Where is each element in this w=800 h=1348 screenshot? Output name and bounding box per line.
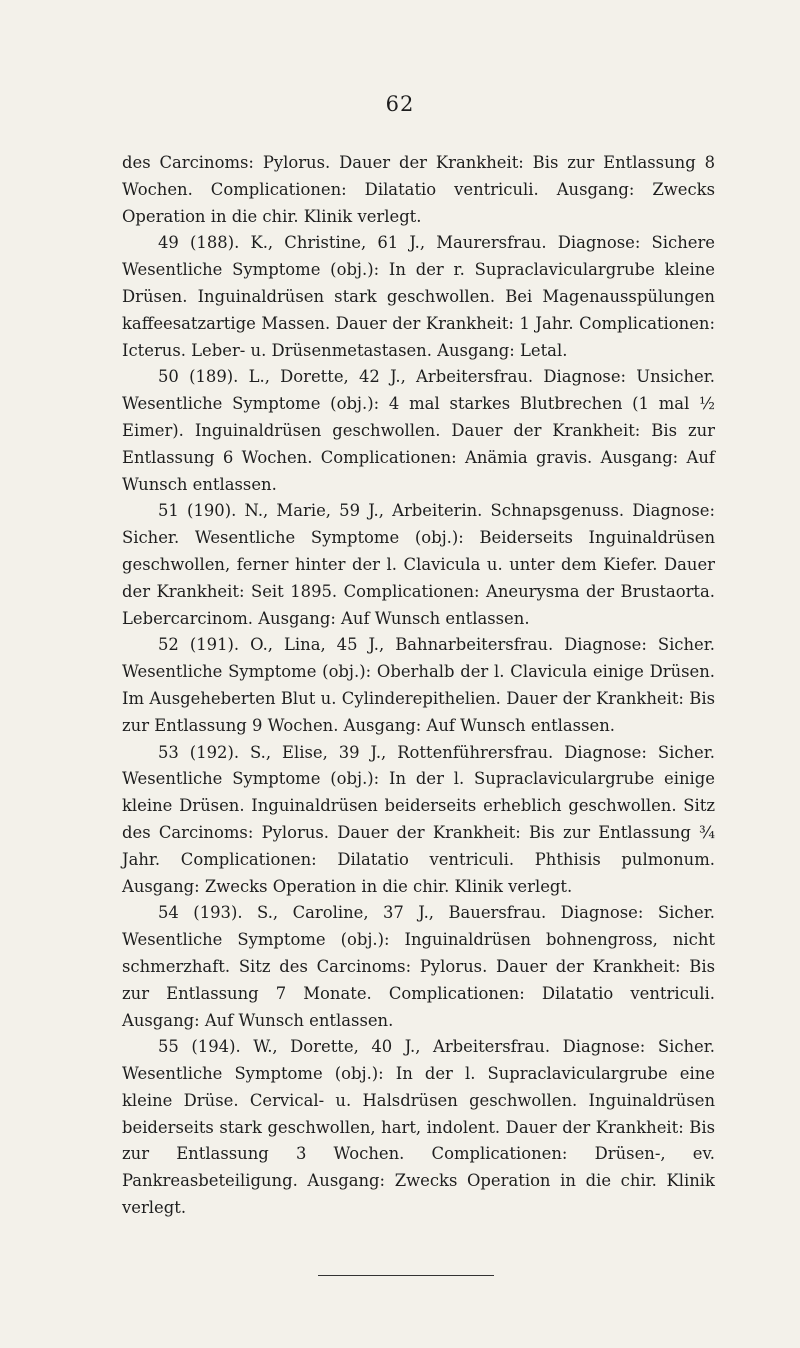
- body-text: [122, 150, 715, 1222]
- page-number: 62: [385, 92, 415, 116]
- paragraph-case-52: 52 (191). O., Lina, 45 J., Bahnarbeitersfrau. Diagnose: Sicher. Wesentliche Symptome (obj.): Oberhalb der l. Clavicula einige Drüsen. Im Ausgeheberten Blut u. Cylinderepithelien. Dauer der Krankheit: Bis zur Entlassung 9 Wochen. Ausgang: Auf Wunsch entlassen.: [122, 635, 715, 735]
- paragraph-case-55: 55 (194). W., Dorette, 40 J., Arbeitersfrau. Diagnose: Sicher. Wesentliche Symptome (obj.): In der l. Supraclaviculargrube eine kleine Drüse. Cervical- u. Halsdrüsen geschwollen. Inguinaldrüsen beiderseits stark geschwollen, hart, indolent. Dauer der Krankheit: Bis zur Entlassung 3 Wochen. Complicationen: Drüsen-, ev. Pankreasbeteiligung. Ausgang: Zwecks Operation in die chir. Klinik verlegt.: [122, 1037, 715, 1218]
- paragraph-case-54: 54 (193). S., Caroline, 37 J., Bauersfrau. Diagnose: Sicher. Wesentliche Symptome (obj.): Inguinaldrüsen bohnengross, nicht schmerzhaft. Sitz des Carcinoms: Pylorus. Dauer der Krankheit: Bis zur Entlassung 7 Monate. Complicationen: Dilatatio ventriculi. Ausgang: Auf Wunsch entlassen.: [122, 903, 715, 1030]
- paragraph-continuation: des Carcinoms: Pylorus. Dauer der Krankheit: Bis zur Entlassung 8 Wochen. Complicationen: Dilatatio ventriculi. Ausgang: Zwecks Operation in die chir. Klinik verlegt.: [122, 153, 715, 226]
- paragraph-case-50: 50 (189). L., Dorette, 42 J., Arbeitersfrau. Diagnose: Unsicher. Wesentliche Symptome (obj.): 4 mal starkes Blutbrechen (1 mal ½ Eimer). Inguinaldrüsen geschwollen. Dauer der Krankheit: Bis zur Entlassung 6 Wochen. Complicationen: Anämia gravis. Ausgang: Auf Wunsch entlassen.: [122, 367, 715, 494]
- end-rule: [318, 1275, 494, 1276]
- paragraph-case-51: 51 (190). N., Marie, 59 J., Arbeiterin. Schnapsgenuss. Diagnose: Sicher. Wesentliche Symptome (obj.): Beiderseits Inguinaldrüsen geschwollen, ferner hinter der l. Clavicula u. unter dem Kiefer. Dauer der Krankheit: Seit 1895. Complicationen: Aneurysma der Brustaorta. Lebercarcinom. Ausgang: Auf Wunsch entlassen.: [122, 501, 715, 628]
- paragraph-case-49: 49 (188). K., Christine, 61 J., Maurersfrau. Diagnose: Sichere Wesentliche Symptome (obj.): In der r. Supraclaviculargrube kleine Drüsen. Inguinaldrüsen stark geschwollen. Bei Magenausspülungen kaffeesatzartige Massen. Dauer der Krankheit: 1 Jahr. Complicationen: Icterus. Leber- u. Drüsenmetastasen. Ausgang: Letal.: [122, 233, 715, 360]
- paragraph-case-53: 53 (192). S., Elise, 39 J., Rottenführersfrau. Diagnose: Sicher. Wesentliche Symptome (obj.): In der l. Supraclaviculargrube einige kleine Drüsen. Inguinaldrüsen beiderseits erheblich geschwollen. Sitz des Carcinoms: Pylorus. Dauer der Krankheit: Bis zur Entlassung ¾ Jahr. Complicationen: Dilatatio ventriculi. Phthisis pulmonum. Ausgang: Zwecks Operation in die chir. Klinik verlegt.: [122, 742, 715, 896]
